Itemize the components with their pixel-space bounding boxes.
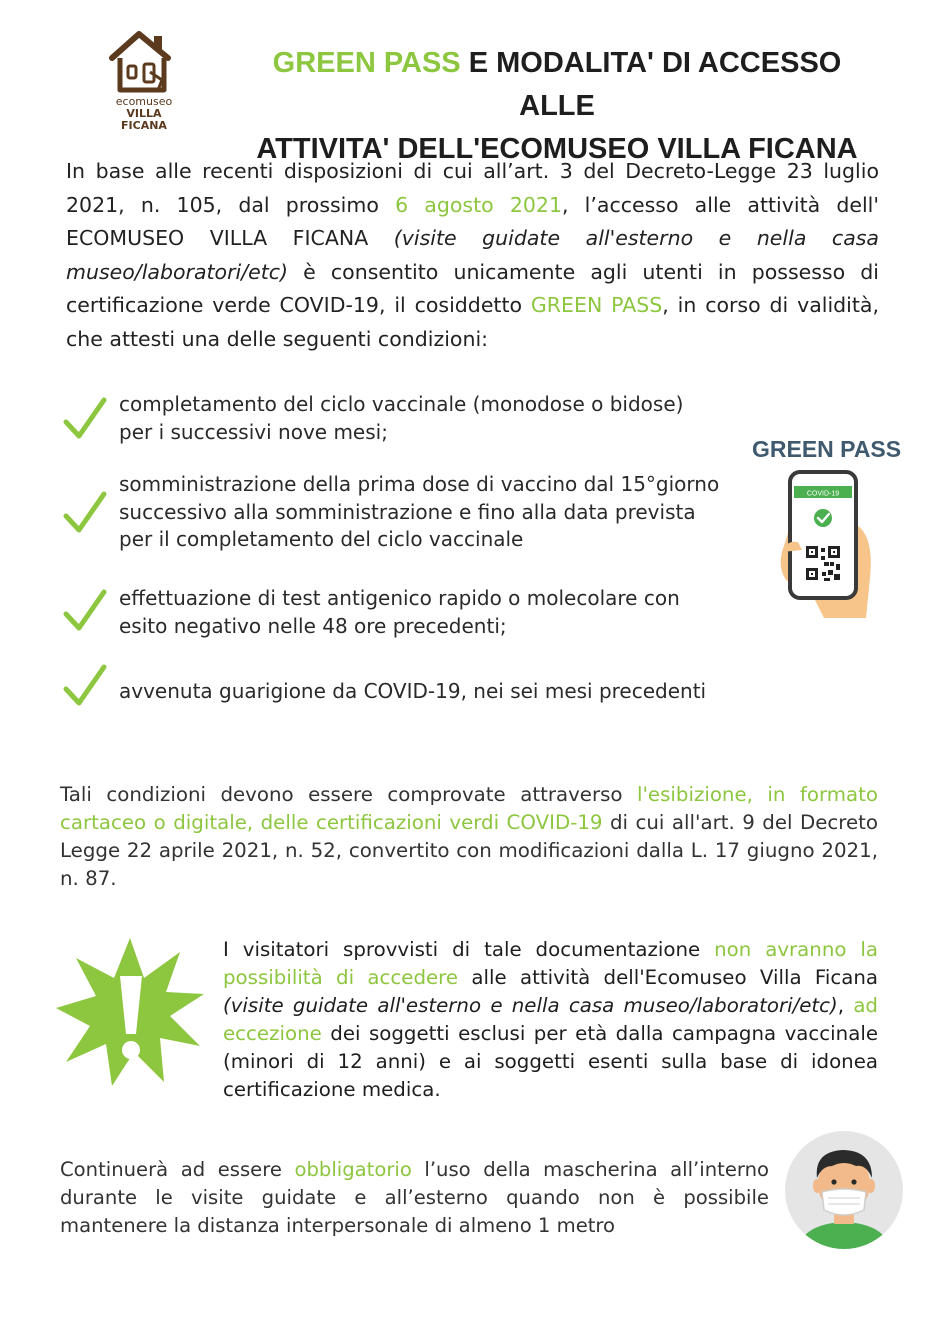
logo-caption-line2: VILLA FICANA [121, 107, 167, 132]
logo-caption [102, 96, 186, 132]
condition-item [119, 471, 719, 554]
warning-text-1: I visitatori sprovvisti di tale documentazione [223, 938, 715, 961]
intro-paragraph [66, 155, 879, 356]
intro-date: 6 agosto 2021 [395, 192, 562, 217]
title-line2: ATTIVITA' DELL'ECOMUSEO VILLA FICANA [256, 133, 858, 165]
intro-italic: (visite guidate all'esterno e nella casa museo/laboratori/etc) [66, 226, 879, 284]
requirements-paragraph [60, 781, 878, 893]
warning-burst-icon [56, 938, 204, 1086]
condition-line: esito negativo nelle 48 ore precedenti; [119, 613, 507, 638]
warning-text-3: , [837, 994, 854, 1017]
intro-text-2: , l’accesso alle attività dell' ECOMUSEO VILLA FICANA [66, 192, 879, 250]
mask-text-1: Continuerà ad essere [60, 1158, 295, 1181]
green-pass-label: GREEN PASS [752, 436, 902, 462]
condition-line: per i successivi nove mesi; [119, 419, 388, 444]
mask-green: obbligatorio [294, 1158, 412, 1181]
condition-item [119, 678, 706, 706]
check-icon [62, 663, 108, 709]
title-line1-rest: E MODALITA' DI ACCESSO ALLE [460, 47, 842, 122]
condition-line: effettuazione di test antigenico rapido o molecolare con [119, 586, 680, 610]
mask-paragraph [60, 1156, 769, 1240]
condition-item [119, 391, 683, 446]
warning-text-4: dei soggetti esclusi per età dalla campagna vaccinale (minori di 12 anni) e ai soggetti esenti sulla base di idonea certificazione medica. [223, 1022, 878, 1101]
intro-text-1: In base alle recenti disposizioni di cui all’art. 3 del Decreto-Legge 23 luglio 2021, n. 105, dal prossimo [66, 159, 879, 217]
condition-line: somministrazione della prima dose di vaccino dal 15°giorno [119, 472, 720, 496]
condition-line: successivo alla somministrazione e fino alla data prevista [119, 499, 696, 524]
condition-line: avvenuta guarigione da COVID-19, nei sei mesi precedenti [119, 679, 707, 703]
para2-green: l'esibizione, in formato cartaceo o digitale, delle certificazioni verdi COVID-19 [60, 783, 878, 834]
warning-paragraph [223, 936, 878, 1104]
intro-text-4: , in corso di validità, che attesti una delle seguenti condizioni: [66, 293, 879, 351]
check-icon [62, 396, 108, 442]
condition-line: completamento del ciclo vaccinale (monodose o bidose) [119, 392, 684, 416]
masked-person-icon [784, 1130, 904, 1250]
logo-caption-line1: ecomuseo [115, 95, 173, 108]
condition-line: per il completamento del ciclo vaccinale [119, 527, 524, 551]
mask-text-2: l’uso della mascherina all’interno durante le visite guidate e all’esterno quando non è possibile mantenere la distanza interpersonale di almeno 1 metro [60, 1158, 769, 1237]
phone-qr-icon [772, 468, 876, 622]
intro-text-3: è consentito unicamente agli utenti in possesso di certificazione verde COVID-19, il cosiddetto [66, 259, 879, 317]
condition-item [119, 585, 680, 640]
warning-italic: (visite guidate all'esterno e nella casa museo/laboratori/etc) [223, 994, 838, 1017]
para2-text-2: di cui all'art. 9 del Decreto Legge 22 aprile 2021, n. 52, convertito con modificazioni dalla L. 17 giugno 2021, n. 87. [60, 811, 878, 890]
warning-text-2: alle attività dell'Ecomuseo Villa Ficana [458, 966, 878, 989]
warning-green-1: non avranno la possibilità di accedere [223, 938, 878, 989]
check-icon [62, 588, 108, 634]
check-icon [62, 490, 108, 536]
para2-text-1: Tali condizioni devono essere comprovate attraverso [60, 783, 637, 806]
ecomuseo-logo-icon [106, 28, 176, 96]
intro-green-pass: GREEN PASS [530, 293, 663, 317]
title-green-pass: GREEN PASS [272, 47, 461, 79]
page-title [232, 42, 882, 171]
phone-header-text: COVID-19 [806, 490, 840, 498]
warning-green-2: ad eccezione [223, 994, 878, 1045]
